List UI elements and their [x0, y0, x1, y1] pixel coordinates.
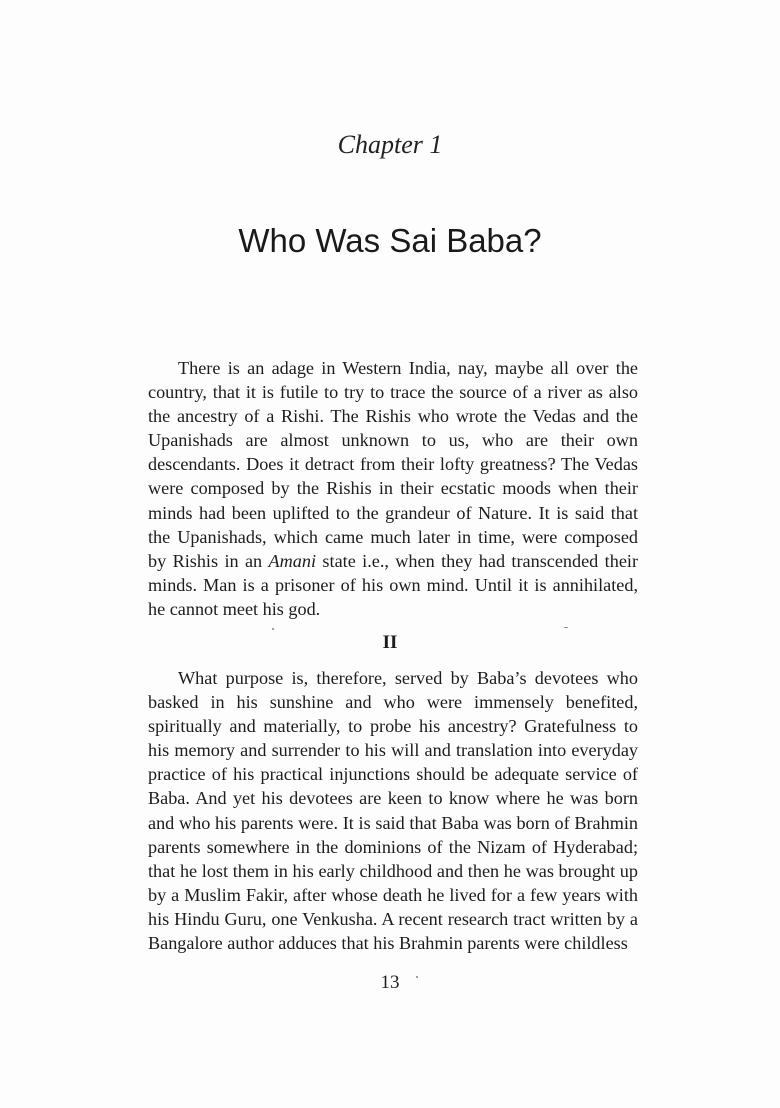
print-speck [564, 627, 568, 628]
paragraph-2: What purpose is, therefore, served by Baba’s devotees who basked in his sunshine and who were immensely benefited, spiritually and materially, to probe his ancestry? Gratefulness to his memory and surrender to his will and translation into everyday practice of his practical injunctions should be adequate service of Baba. And yet his devotees are keen to know where he was born and who his parents were. It is said that Baba was born of Brahmin parents somewhere in the dominions of the Nizam of Hyderabad; that he lost them in his early childhood and then he was brought up by a Muslim Fakir, after whose death he lived for a few years with his Hindu Guru, one Venkusha. A recent research tract written by a Bangalore author adduces that his Brahmin parents were childless [148, 668, 638, 954]
paragraph-1-text-a: There is an adage in Western India, nay, maybe all over the country, that it is futile to try to trace the source of a river as also the ancestry of a Rishi. The Rishis who wrote the Vedas and the Upanishads are almost unknown to us, who are their own descendants. Does it detract from their lofty greatness? The Vedas were composed by the Rishis in their ecstatic moods when their minds had been uplifted to the grandeur of Nature. It is said that the Upanishads, which came much later in time, were composed by Rishis in an [148, 358, 638, 571]
chapter-label: Chapter 1 [337, 130, 443, 159]
paragraph-1-text-b: state i.e., when they had transcended their minds. Man is a prisoner of his own mind. Until it is annihilated, he cannot meet his god. [148, 550, 638, 619]
print-speck [416, 976, 418, 978]
chapter-title: Who Was Sai Baba? [238, 222, 542, 259]
section-number: II [382, 632, 398, 653]
paragraph-1 [148, 356, 638, 621]
paragraph-1-italic-term: Amani [268, 550, 317, 571]
page-number: 13 [380, 972, 400, 993]
print-speck [272, 628, 274, 630]
